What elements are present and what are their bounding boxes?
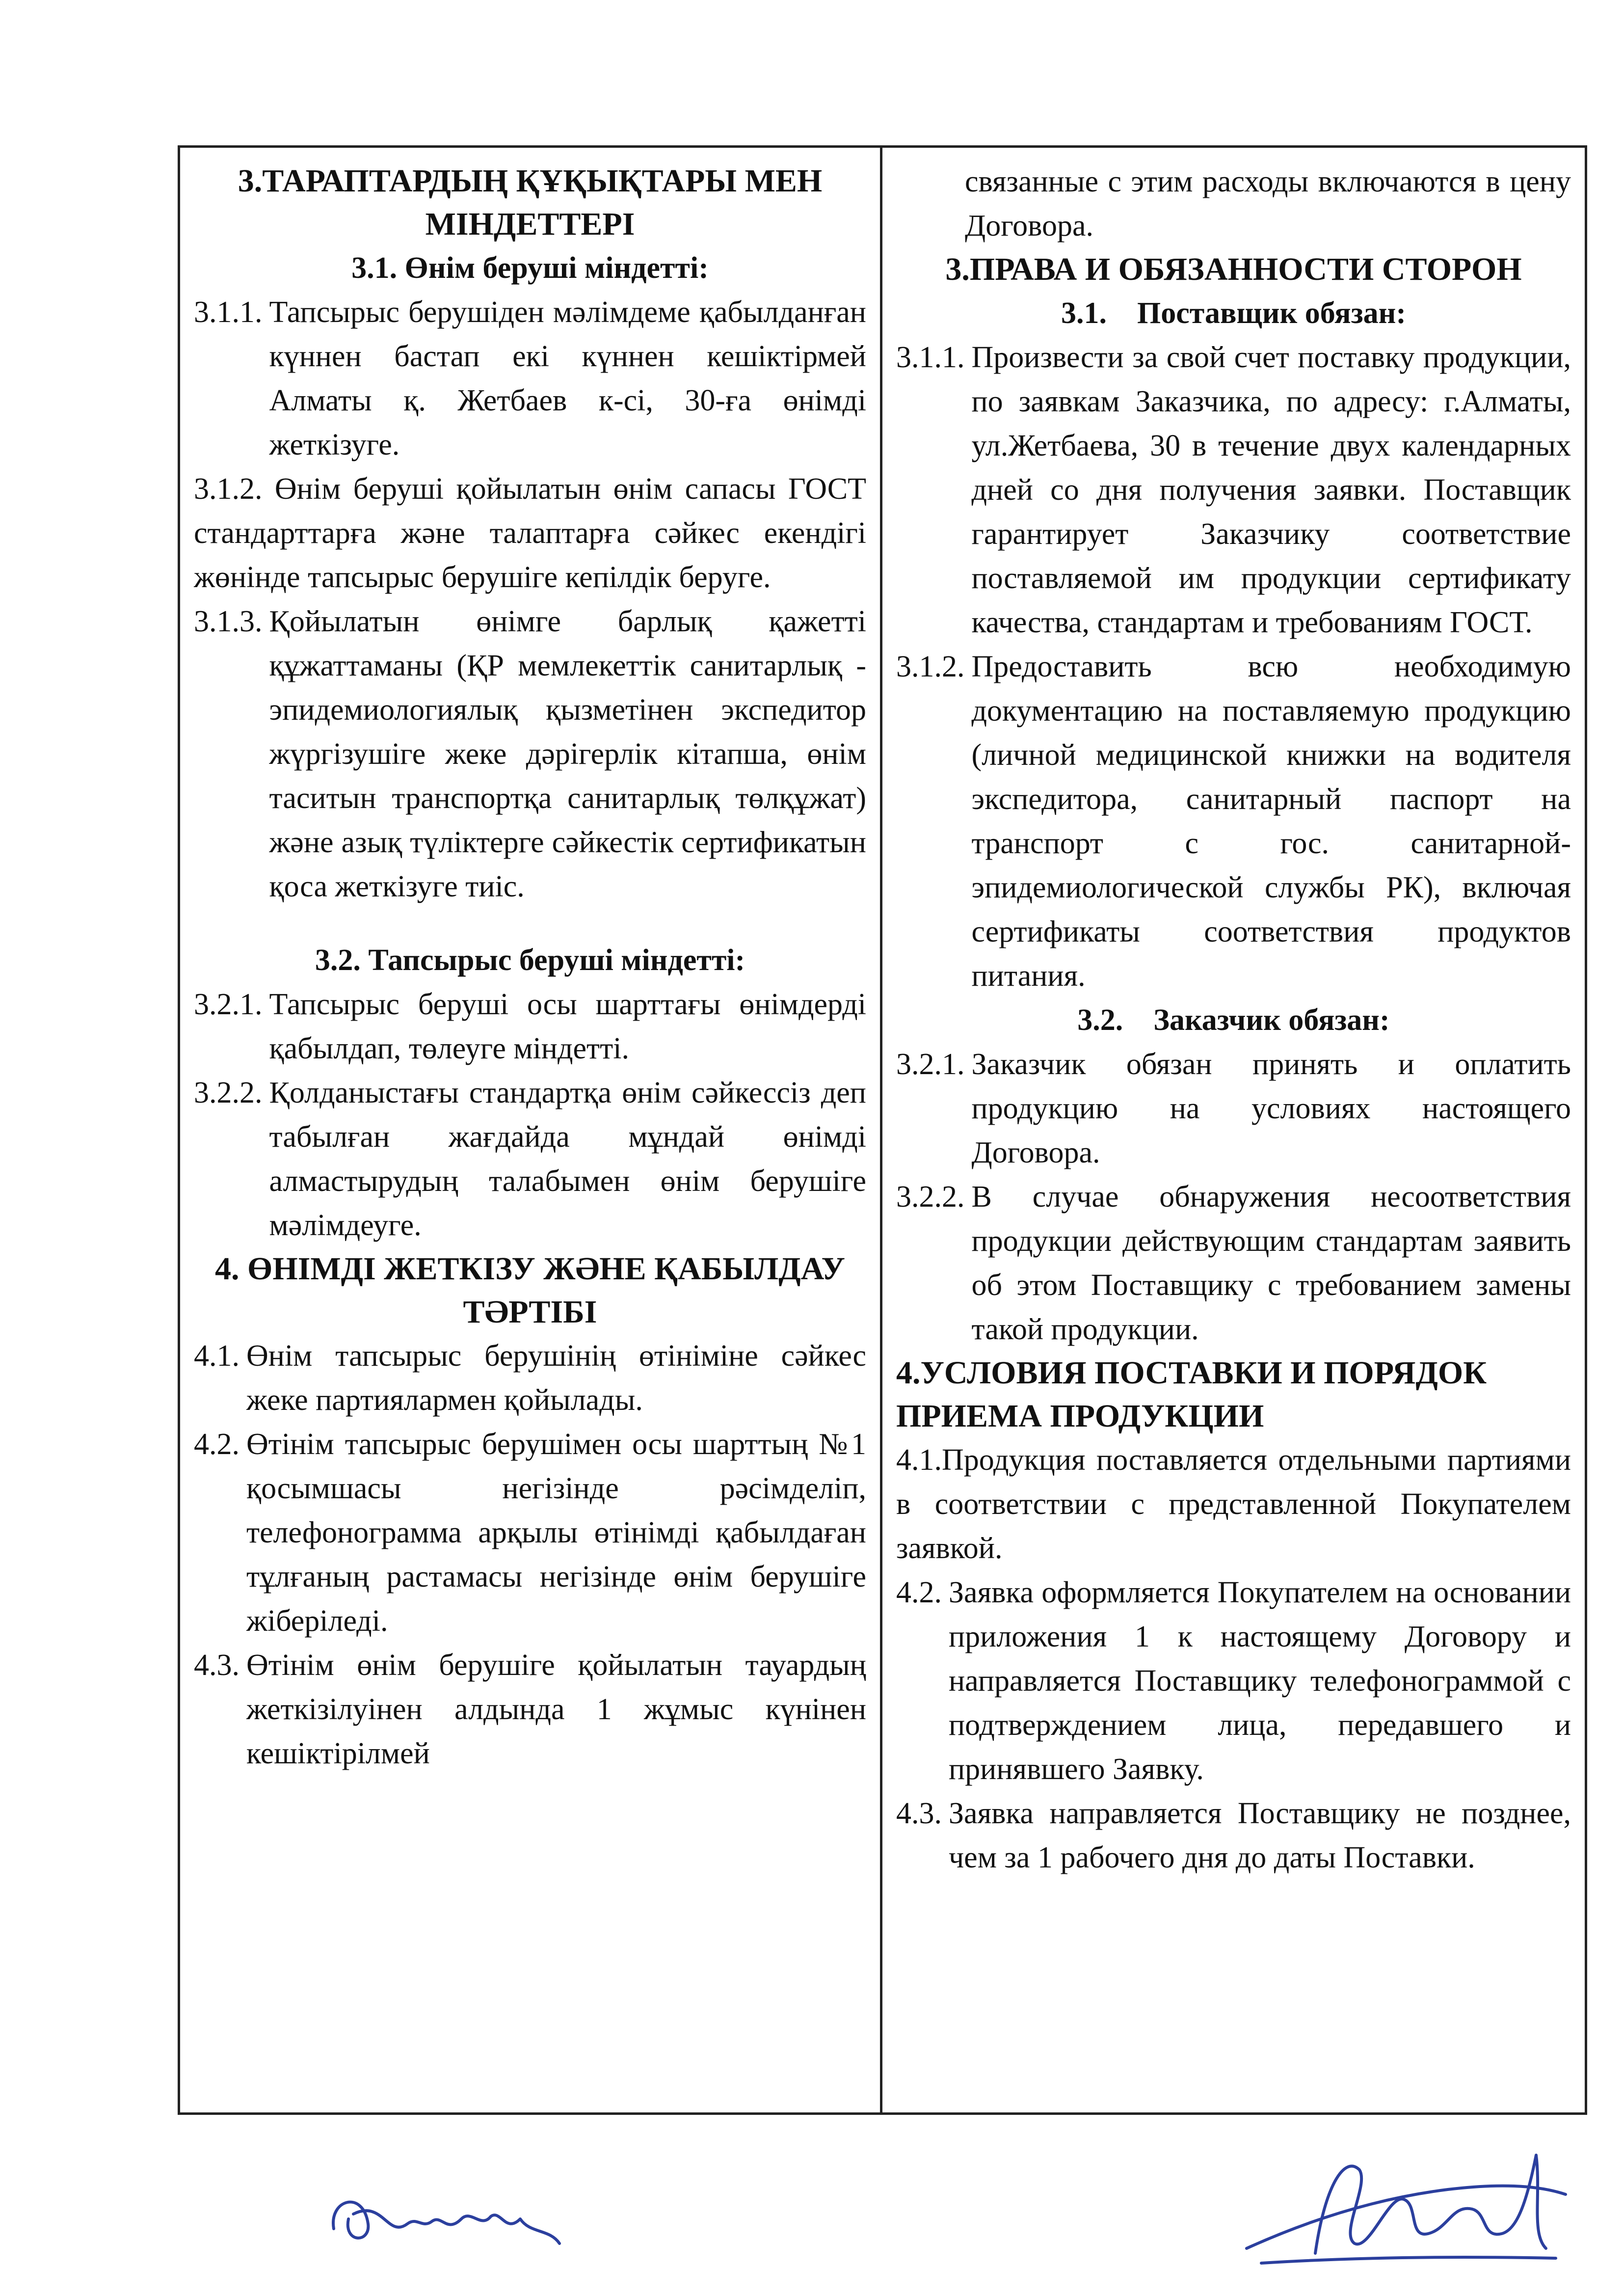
subsection-3-2-kz: 3.2. Тапсырыс беруші міндетті: [315,944,745,977]
clause-4-2-ru: 4.2. Заявка оформляется Покупателем на основании приложения 1 к настоящему Договору и направляется Поставщику телефонограммой с подтверждением лица, передавшего и принявшего Заявку. [896,1576,1571,1786]
subsection-3-2-ru: 3.2. Заказчик обязан: [1077,1003,1390,1037]
right-signature [1242,2126,1575,2288]
section-4-title-kz: 4. ӨНІМДІ ЖЕТКІЗУ ЖӘНЕ ҚАБЫЛДАУ ТӘРТІБІ [215,1251,845,1330]
russian-column [882,148,1585,2112]
continued-text-ru: связанные с этим расходы включаются в цену Договора. [965,165,1571,243]
clause-4-2-kz: 4.2. Өтінім тапсырыс берушімен осы шарттың №1 қосымшасы негізінде рәсімделіп, телефонограмма арқылы өтінімді қабылдаған тұлғаның растамасы негізінде өнім берушіге жіберіледі. [194,1428,866,1638]
section-3-title-ru: 3.ПРАВА И ОБЯЗАННОСТИ СТОРОН [945,251,1522,287]
left-signature [324,2170,579,2268]
subsection-3-1-ru: 3.1. Поставщик обязан: [1061,297,1406,330]
clause-3-2-1-ru: 3.2.1. Заказчик обязан принять и оплатить продукцию на условиях настоящего Договора. [896,1048,1571,1169]
clause-4-1-ru: 4.1.Продукция поставляется отдельными партиями в соответствии с представленной Покупателем заявкой. [896,1443,1571,1565]
clause-3-1-2-kz: 3.1.2. Өнім беруші қойылатын өнім сапасы ГОСТ стандарттарға және талаптарға сәйкес екендігі жөнінде тапсырыс берушіге кепілдік беруге. [194,472,866,594]
clause-4-3-kz: 4.3. Өтінім өнім берушіге қойылатын тауардың жеткізілуінен алдында 1 жұмыс күнінен кешіктірілмей [194,1648,866,1770]
clause-3-1-1-kz: 3.1.1. Тапсырыс берушіден мәлімдеме қабылданған күннен бастап екі күннен кешіктірмей Алматы қ. Жетбаев к-сі, 30-ға өнімді жеткізуге. [194,296,866,461]
subsection-3-1-kz: 3.1. Өнім беруші міндетті: [351,251,709,285]
clause-3-2-2-ru: 3.2.2. В случае обнаружения несоответствия продукции действующим стандартам заявить об этом Поставщику с требованием замены такой продукции. [896,1180,1571,1346]
section-4-title-ru: 4.УСЛОВИЯ ПОСТАВКИ И ПОРЯДОК ПРИЕМА ПРОДУКЦИИ [896,1355,1487,1434]
contract-table [178,145,1587,2115]
clause-3-1-1-ru: 3.1.1. Произвести за свой счет поставку продукции, по заявкам Заказчика, по адресу: г.Алматы, ул.Жетбаева, 30 в течение двух календарных дней со дня получения заявки. Поставщик гарантирует Заказчику соответствие поставляемой им продукции сертификату качества, стандартам и требованиям ГОСТ. [896,341,1571,639]
clause-3-2-1-kz: 3.2.1. Тапсырыс беруші осы шарттағы өнімдерді қабылдап, төлеуге міндетті. [194,988,866,1065]
clause-3-1-2-ru: 3.1.2. Предоставить всю необходимую документацию на поставляемую продукцию (личной медицинской книжки на водителя экспедитора, санитарный паспорт на транспорт с гос. санитарной-эпидемиологической службы РК), включая сертификаты соответствия продуктов питания. [896,650,1571,993]
section-3-title-kz: 3.ТАРАПТАРДЫҢ ҚҰҚЫҚТАРЫ МЕН МІНДЕТТЕРІ [238,163,823,242]
kazakh-column [180,148,882,2112]
clause-3-2-2-kz: 3.2.2. Қолданыстағы стандартқа өнім сәйкессіз деп табылған жағдайда мұндай өнімді алмастырудың талабымен өнім берушіге мәлімдеуге. [194,1076,866,1242]
clause-4-3-ru: 4.3. Заявка направляется Поставщику не позднее, чем за 1 рабочего дня до даты Поставки. [896,1797,1571,1874]
clause-4-1-kz: 4.1. Өнім тапсырыс берушінің өтініміне сәйкес жеке партиялармен қойылады. [194,1339,866,1417]
clause-3-1-3-kz: 3.1.3. Қойылатын өнімге барлық қажетті құжаттаманы (ҚР мемлекеттік санитарлық - эпидемиологиялық қызметінен экспедитор жүргізушіге жеке дәрігерлік кітапша, өнім таситын транспортқа санитарлық төлқұжат) және азық түліктерге сәйкестік сертификатын қоса жеткізуге тиіс. [194,605,866,903]
